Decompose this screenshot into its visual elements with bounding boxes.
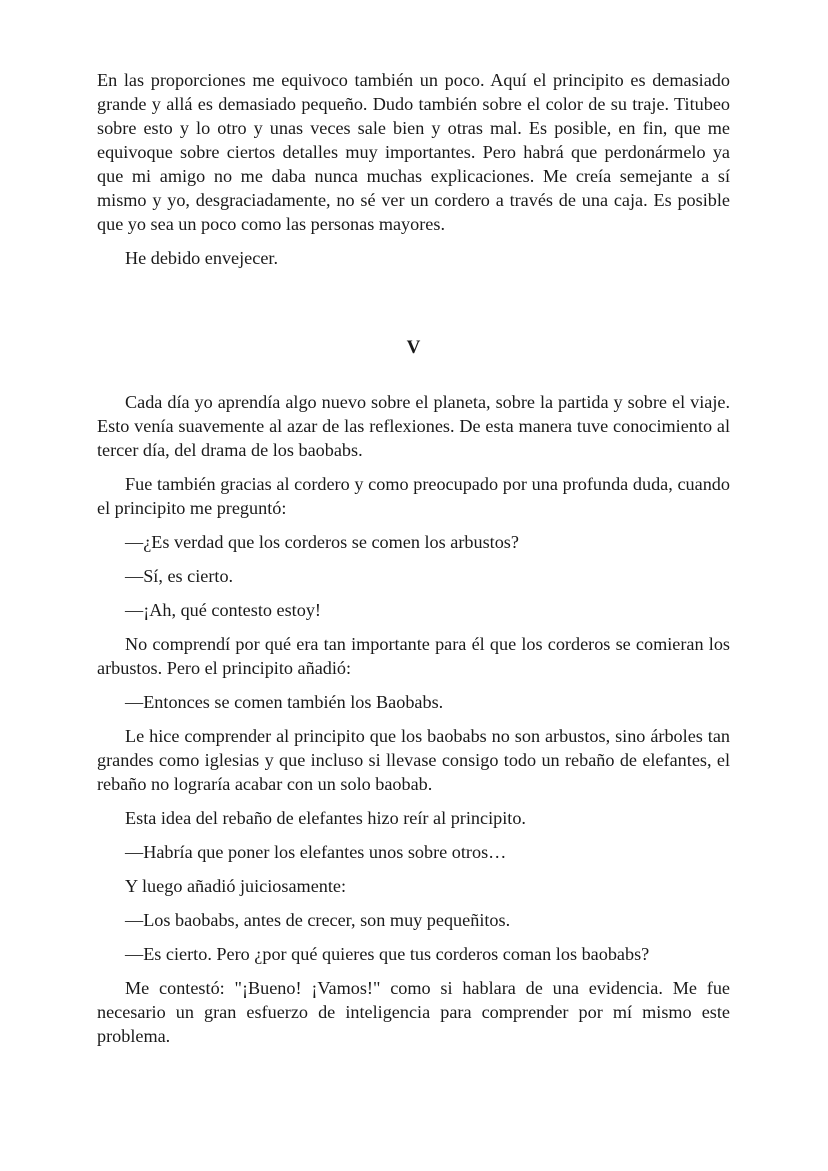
- paragraph: Le hice comprender al principito que los baobabs no son arbustos, sino árboles tan grandes como iglesias y que incluso si llevase consigo todo un rebaño de elefantes, el rebaño no lograría acabar con un solo baobab.: [97, 726, 730, 794]
- dialogue-line: —¿Es verdad que los corderos se comen los arbustos?: [125, 532, 519, 552]
- paragraph: Y luego añadió juiciosamente:: [125, 876, 347, 896]
- chapter-spacer: [97, 360, 730, 390]
- book-page: [97, 68, 730, 1058]
- dialogue-line: —Sí, es cierto.: [125, 566, 234, 586]
- dialogue-line: —Es cierto. Pero ¿por qué quieres que tus corderos coman los baobabs?: [125, 944, 650, 964]
- dialogue-line: —Habría que poner los elefantes unos sobre otros…: [125, 842, 507, 862]
- dialogue-line: —Entonces se comen también los Baobabs.: [125, 692, 444, 712]
- paragraph-proportions: En las proporciones me equivoco también un poco. Aquí el principito es demasiado grande y allá es demasiado pequeño. Dudo también sobre el color de su traje. Titubeo sobre esto y lo otro y unas veces sale bien y otras mal. Es posible, en fin, que me equivoque sobre ciertos detalles muy importantes. Pero habrá que perdonármelo ya que mi amigo no me daba nunca muchas explicaciones. Me creía semejante a sí mismo y yo, desgraciadamente, no sé ver un cordero a través de una caja. Es posible que yo sea un poco como las personas mayores.: [97, 70, 730, 234]
- dialogue-line: —Los baobabs, antes de crecer, son muy pequeñitos.: [125, 910, 511, 930]
- paragraph: Cada día yo aprendía algo nuevo sobre el planeta, sobre la partida y sobre el viaje. Esto venía suavemente al azar de las reflexiones. De esta manera tuve conocimiento al tercer día, del drama de los baobabs.: [97, 392, 730, 460]
- paragraph: Esta idea del rebaño de elefantes hizo reír al principito.: [125, 808, 526, 828]
- paragraph: Me contestó: "¡Bueno! ¡Vamos!" como si hablara de una evidencia. Me fue necesario un gran esfuerzo de inteligencia para comprender por mí mismo este problema.: [97, 978, 730, 1046]
- dialogue-line: —¡Ah, qué contesto estoy!: [125, 600, 321, 620]
- paragraph: Fue también gracias al cordero y como preocupado por una profunda duda, cuando el principito me preguntó:: [97, 474, 730, 518]
- chapter-title: V: [406, 337, 421, 358]
- paragraph-envejecer: He debido envejecer.: [125, 248, 279, 268]
- paragraph: No comprendí por qué era tan importante para él que los corderos se comieran los arbustos. Pero el principito añadió:: [97, 634, 730, 678]
